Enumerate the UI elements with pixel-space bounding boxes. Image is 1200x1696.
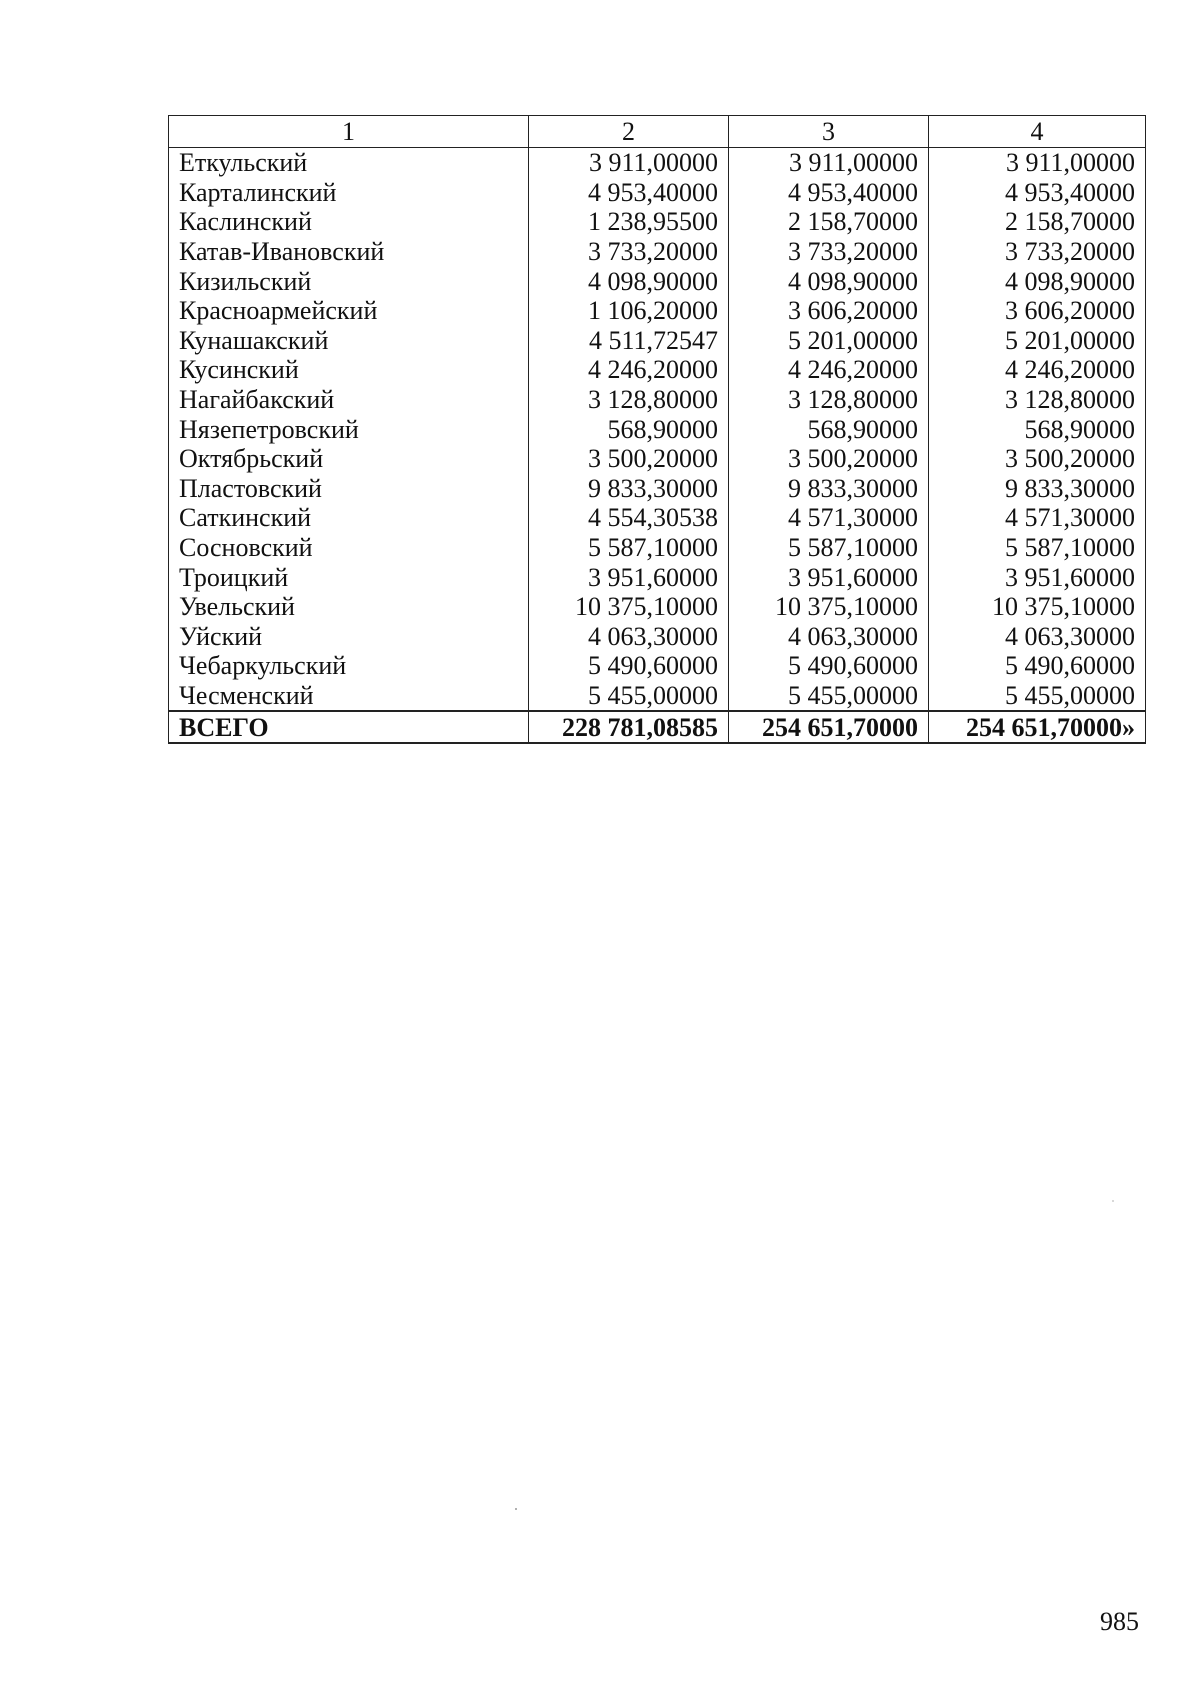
table-row <box>169 148 1146 178</box>
district-name-cell: Чесменский <box>169 681 529 712</box>
value-cell-col2: 3 733,20000 <box>529 237 729 267</box>
value-cell-col3: 4 571,30000 <box>729 503 929 533</box>
value-cell-col4: 3 500,20000 <box>929 444 1146 474</box>
value-cell-col3: 5 201,00000 <box>729 326 929 356</box>
district-name-cell: Сосновский <box>169 533 529 563</box>
value-cell-col4: 3 606,20000 <box>929 296 1146 326</box>
total-value-col2: 228 781,08585 <box>529 711 729 743</box>
scan-speck <box>1112 1200 1114 1202</box>
value-cell-col3: 4 098,90000 <box>729 266 929 296</box>
value-cell-col3: 3 733,20000 <box>729 237 929 267</box>
table-row <box>169 681 1146 712</box>
value-cell-col2: 3 500,20000 <box>529 444 729 474</box>
value-cell-col2: 4 554,30538 <box>529 503 729 533</box>
value-cell-col2: 4 098,90000 <box>529 266 729 296</box>
district-name-cell: Увельский <box>169 592 529 622</box>
header-cell-3: 3 <box>729 116 929 148</box>
total-value-col3: 254 651,70000 <box>729 711 929 743</box>
value-cell-col3: 9 833,30000 <box>729 474 929 504</box>
value-cell-col2: 5 490,60000 <box>529 651 729 681</box>
header-row <box>169 116 1146 148</box>
value-cell-col3: 3 606,20000 <box>729 296 929 326</box>
district-name-cell: Кусинский <box>169 355 529 385</box>
value-cell-col3: 4 063,30000 <box>729 622 929 652</box>
value-cell-col2: 3 951,60000 <box>529 562 729 592</box>
value-cell-col3: 5 490,60000 <box>729 651 929 681</box>
data-table-container <box>168 115 1145 744</box>
value-cell-col2: 1 106,20000 <box>529 296 729 326</box>
value-cell-col3: 4 246,20000 <box>729 355 929 385</box>
value-cell-col4: 5 455,00000 <box>929 681 1146 712</box>
value-cell-col4: 3 733,20000 <box>929 237 1146 267</box>
table-row <box>169 503 1146 533</box>
value-cell-col2: 4 246,20000 <box>529 355 729 385</box>
value-cell-col4: 3 911,00000 <box>929 148 1146 178</box>
district-name-cell: Нязепетровский <box>169 414 529 444</box>
value-cell-col3: 5 587,10000 <box>729 533 929 563</box>
value-cell-col2: 5 455,00000 <box>529 681 729 712</box>
value-cell-col4: 5 201,00000 <box>929 326 1146 356</box>
page-number: 985 <box>1100 1607 1139 1636</box>
value-cell-col3: 3 128,80000 <box>729 385 929 415</box>
district-name-cell: Красноармейский <box>169 296 529 326</box>
value-cell-col2: 3 911,00000 <box>529 148 729 178</box>
value-cell-col2: 10 375,10000 <box>529 592 729 622</box>
district-name-cell: Нагайбакский <box>169 385 529 415</box>
value-cell-col2: 4 511,72547 <box>529 326 729 356</box>
value-cell-col3: 3 951,60000 <box>729 562 929 592</box>
scan-speck <box>515 1508 517 1510</box>
table-row <box>169 237 1146 267</box>
table-row <box>169 651 1146 681</box>
value-cell-col4: 4 063,30000 <box>929 622 1146 652</box>
table-row <box>169 622 1146 652</box>
table-row <box>169 414 1146 444</box>
value-cell-col4: 2 158,70000 <box>929 207 1146 237</box>
value-cell-col3: 568,90000 <box>729 414 929 444</box>
header-cell-1: 1 <box>169 116 529 148</box>
value-cell-col4: 5 587,10000 <box>929 533 1146 563</box>
total-label: ВСЕГО <box>169 711 529 743</box>
table-row <box>169 474 1146 504</box>
value-cell-col4: 4 246,20000 <box>929 355 1146 385</box>
district-name-cell: Пластовский <box>169 474 529 504</box>
budget-table <box>168 115 1146 744</box>
table-row <box>169 385 1146 415</box>
value-cell-col2: 4 953,40000 <box>529 178 729 208</box>
value-cell-col4: 4 953,40000 <box>929 178 1146 208</box>
value-cell-col3: 10 375,10000 <box>729 592 929 622</box>
table-row <box>169 178 1146 208</box>
header-cell-4: 4 <box>929 116 1146 148</box>
district-name-cell: Октябрьский <box>169 444 529 474</box>
value-cell-col4: 568,90000 <box>929 414 1146 444</box>
table-body <box>169 148 1146 712</box>
value-cell-col3: 3 500,20000 <box>729 444 929 474</box>
district-name-cell: Кизильский <box>169 266 529 296</box>
district-name-cell: Катав-Ивановский <box>169 237 529 267</box>
district-name-cell: Троицкий <box>169 562 529 592</box>
value-cell-col4: 4 098,90000 <box>929 266 1146 296</box>
value-cell-col4: 10 375,10000 <box>929 592 1146 622</box>
value-cell-col4: 5 490,60000 <box>929 651 1146 681</box>
value-cell-col2: 5 587,10000 <box>529 533 729 563</box>
table-row <box>169 207 1146 237</box>
district-name-cell: Карталинский <box>169 178 529 208</box>
table-row <box>169 444 1146 474</box>
table-row <box>169 266 1146 296</box>
value-cell-col4: 3 951,60000 <box>929 562 1146 592</box>
value-cell-col3: 2 158,70000 <box>729 207 929 237</box>
table-row <box>169 592 1146 622</box>
value-cell-col2: 1 238,95500 <box>529 207 729 237</box>
district-name-cell: Саткинский <box>169 503 529 533</box>
table-row <box>169 326 1146 356</box>
total-row <box>169 711 1146 743</box>
district-name-cell: Уйский <box>169 622 529 652</box>
table-row <box>169 562 1146 592</box>
table-row <box>169 355 1146 385</box>
table-row <box>169 533 1146 563</box>
district-name-cell: Каслинский <box>169 207 529 237</box>
value-cell-col3: 5 455,00000 <box>729 681 929 712</box>
value-cell-col2: 4 063,30000 <box>529 622 729 652</box>
value-cell-col4: 3 128,80000 <box>929 385 1146 415</box>
total-value-col4: 254 651,70000» <box>929 711 1146 743</box>
value-cell-col3: 4 953,40000 <box>729 178 929 208</box>
value-cell-col2: 9 833,30000 <box>529 474 729 504</box>
value-cell-col2: 3 128,80000 <box>529 385 729 415</box>
table-row <box>169 296 1146 326</box>
district-name-cell: Кунашакский <box>169 326 529 356</box>
district-name-cell: Еткульский <box>169 148 529 178</box>
value-cell-col3: 3 911,00000 <box>729 148 929 178</box>
value-cell-col2: 568,90000 <box>529 414 729 444</box>
district-name-cell: Чебаркульский <box>169 651 529 681</box>
value-cell-col4: 4 571,30000 <box>929 503 1146 533</box>
value-cell-col4: 9 833,30000 <box>929 474 1146 504</box>
header-cell-2: 2 <box>529 116 729 148</box>
